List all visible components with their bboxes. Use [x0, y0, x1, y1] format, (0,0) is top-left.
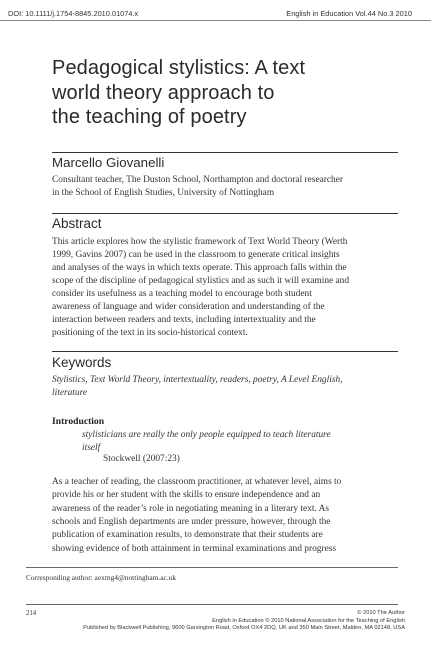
introduction-heading: Introduction: [52, 416, 105, 427]
article-title: [52, 56, 392, 130]
epigraph-quote: [82, 429, 402, 454]
title-line: Pedagogical stylistics: A text: [52, 57, 306, 79]
doi-header: DOI: 10.1111/j.1754-8845.2010.01074.x: [8, 9, 139, 18]
keywords-line: Stylistics, Text World Theory, intertextuality, readers, poetry, A Level English,: [52, 375, 343, 385]
abstract-heading: Abstract: [52, 216, 102, 231]
keywords-line: literature: [52, 388, 88, 398]
abstract-line: 1999, Gavins 2007) can be used in the classroom to generate critical insights: [52, 249, 340, 260]
body-line: publication of examination results, to demonstrate that their students are: [52, 530, 323, 541]
header-rule: [0, 20, 431, 21]
journal-header: English in Education Vol.44 No.3 2010: [286, 9, 412, 18]
abstract-line: scope of the discipline of pedagogical stylistics and as such it will examine and: [52, 275, 350, 286]
body-line: awareness of the reader’s role in negotiating meaning in a literary text. As: [52, 503, 330, 514]
body-line: schools and English departments are under pressure, however, through the: [52, 517, 331, 528]
quote-line: itself: [82, 442, 101, 453]
abstract-line: This article explores how the stylistic framework of Text World Theory (Werth: [52, 237, 348, 247]
page-number: 214: [26, 610, 37, 617]
author-rule: [52, 152, 398, 153]
corresponding-author: Corresponding author: aexmg4@nottingham.ac.uk: [26, 573, 177, 582]
publisher-block: [15, 610, 405, 633]
abstract-body: [52, 236, 402, 340]
introduction-body: [52, 476, 402, 556]
quote-source: Stockwell (2007:23): [103, 454, 180, 464]
author-name: Marcello Giovanelli: [52, 155, 165, 170]
publisher-line: Published by Blackwell Publishing, 9600 Garsington Road, Oxford OX4 2DQ, UK and 350 Main Street, Malden, MA 02148, USA: [83, 625, 405, 632]
abstract-line: consider its usefulness as a teaching model to encourage both student: [52, 288, 312, 299]
copyright-line: © 2010 The Author: [357, 610, 405, 616]
footnote-rule: [26, 567, 398, 568]
affiliation-line: in the School of English Studies, University of Nottingham: [52, 188, 275, 198]
keywords-rule: [52, 351, 398, 352]
author-affiliation: [52, 174, 400, 200]
body-line: provide his or her student with the skills to ensure independence and an: [52, 490, 321, 501]
abstract-line: interaction between readers and texts, including intertextuality and the: [52, 314, 316, 325]
footer-rule: [26, 604, 398, 605]
abstract-line: and analyses of the ways in which texts operate. This approach falls within the: [52, 262, 347, 273]
abstract-rule: [52, 213, 398, 214]
journal-copyright-line: English in Education © 2010 National Association for the Teaching of English: [212, 617, 405, 624]
quote-line: stylisticians are really the only people equipped to teach literature: [82, 430, 331, 440]
keywords-list: [52, 374, 402, 400]
body-line: As a teacher of reading, the classroom practitioner, at whatever level, aims to: [52, 477, 342, 487]
body-line: showing evidence of both attainment in terminal examinations and progress: [52, 543, 337, 554]
abstract-line: positioning of the text in its socio-historical context.: [52, 327, 248, 338]
affiliation-line: Consultant teacher, The Duston School, Northampton and doctoral researcher: [52, 175, 344, 185]
keywords-heading: Keywords: [52, 355, 112, 370]
abstract-line: awareness of language and wider consideration and understanding of the: [52, 301, 325, 312]
title-line: world theory approach to: [52, 81, 275, 104]
title-line: the teaching of poetry: [52, 106, 247, 128]
